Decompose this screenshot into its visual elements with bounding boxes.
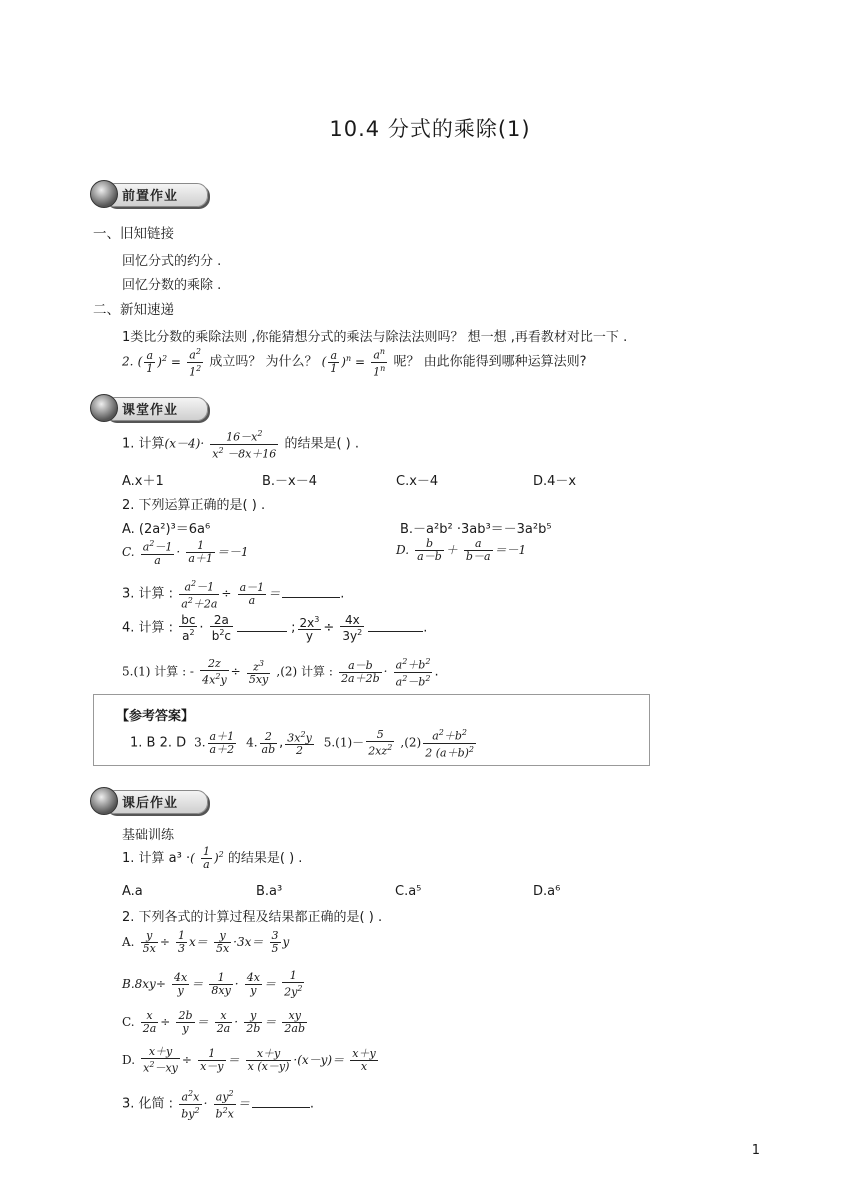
option: D.4－x (533, 474, 577, 489)
section-heading: 二、新知速递 (93, 302, 174, 318)
text-line: 1类比分数的乘除法则 ,你能猜想分式的乘法与除法法则吗？ 想一想 ,再看教材对比一下 . (122, 330, 628, 345)
section-banner-after (90, 787, 208, 815)
section-banner-pre (90, 180, 208, 208)
page-title: 10.4 分式的乘除(1) (329, 117, 531, 141)
option: A.a (122, 884, 143, 899)
option: B.a³ (256, 884, 283, 899)
option: C.x－4 (396, 474, 439, 489)
question-1: 1. 计算(x－4)· $\frac{16-x^2}{x^2 -8x+16}$ 的结果是( ) . (122, 429, 359, 461)
option: C. $\frac{a^2-1}{a}$ · $\frac{1}{a+1}$ ＝－1 (122, 538, 249, 567)
question-2: 2. 下列运算正确的是( ) . (122, 498, 266, 513)
answer-line: 1. B 2. D 3. $\frac{a+1}{a+2}$ 4. $\frac{2}{ab}$ , $\frac{3x^2y}{2}$ 5.(1)－ $\frac{5}{2xz^2}$ ,(2) $\frac{a^2+b^2}{2 (a+b)^2}$ (130, 727, 475, 760)
answer-title: 【参考答案】 (116, 709, 195, 724)
option: D. $\frac{b}{a-b}$ ＋ $\frac{a}{b-a}$ ＝－1 (396, 537, 527, 563)
answer-box (93, 694, 650, 766)
question-3: 3. 化简 : $\frac{a^2x}{by^2}$ · $\frac{ay^2}{b^2x}$ ＝ . (122, 1089, 315, 1121)
banner-icon (90, 394, 118, 422)
banner-label: 前置作业 (122, 189, 179, 204)
section-heading: 基础训练 (122, 828, 175, 843)
question-5: 5.(1) 计算 : - $\frac{2z}{4x^2y}$ ÷ $\frac{z^3}{5xy}$ ,(2) 计算 : $\frac{a-b}{2a+2b}$ · $\frac{a^2+b^2}{a^2-b^2}$ . (122, 656, 439, 689)
question-2: 2. 下列各式的计算过程及结果都正确的是( ) . (122, 910, 383, 925)
section-heading: 一、旧知链接 (93, 226, 174, 242)
option: C. $\frac{x}{2a}$ ÷ $\frac{2b}{y}$ ＝ $\frac{x}{2a}$ · $\frac{y}{2b}$ ＝ $\frac{xy}{2ab}$ (122, 1009, 306, 1035)
option: A.x＋1 (122, 474, 164, 489)
text-line: 回忆分数的乘除 . (122, 278, 222, 293)
option: C.a⁵ (395, 884, 422, 899)
banner-label: 课后作业 (122, 796, 179, 811)
option: B.－x－4 (262, 474, 318, 489)
option: A. (2a²)³＝6a⁶ (122, 522, 211, 537)
question-4: 4. 计算 : $\frac{bc}{a^2}$ · $\frac{2a}{b^2c}$ ; $\frac{2x^3}{y}$ ÷ $\frac{4x}{3y^2}$ . (122, 613, 428, 643)
text-line: 回忆分式的约分 . (122, 254, 222, 269)
banner-icon (90, 180, 118, 208)
option: D.a⁶ (533, 884, 561, 899)
q-number: 2. (122, 354, 134, 369)
option: D. $\frac{x+y}{x^2-xy}$ ÷ $\frac{1}{x-y}$ ＝ $\frac{x+y}{x (x-y)}$ ·(x－y)＝ $\frac{x+y}{x}$ (122, 1045, 376, 1075)
q-text: 成立吗？ 为什么？ (209, 354, 318, 370)
page-number: 1 (751, 1143, 760, 1158)
banner-icon (90, 787, 118, 815)
option: A. $\frac{y}{5x}$ ÷ $\frac{1}{3}$ x＝ $\frac{y}{5x}$ ·3x＝ $\frac{3}{5}$ y (122, 929, 290, 955)
question-1: 1. 计算 a³ ·( $\frac{1}{a}$ )$^2$ 的结果是( ) . (122, 845, 303, 871)
section-banner-class (90, 394, 208, 422)
option: B.－a²b² ·3ab³＝－3a²b⁵ (400, 522, 552, 537)
banner-label: 课堂作业 (122, 403, 179, 418)
option: B.8xy÷ $\frac{4x}{y}$ ＝ $\frac{1}{8xy}$ · $\frac{4x}{y}$ ＝ $\frac{1}{2y^2}$ (122, 969, 303, 999)
question-line: 2. ( $\frac{a}{1}$ )$^2$ = $\frac{a^2}{1^2}$ 成立吗？ 为什么？ ( $\frac{a}{1}$ )$^n$ = $\frac{a^n}{1^n}$ 呢？ 由此你能得到哪种运算法则? (122, 347, 587, 379)
question-3: 3. 计算 : $\frac{a^2-1}{a^2+2a}$ ÷ $\frac{a-1}{a}$ ＝ . (122, 579, 345, 611)
q-text: 呢？ 由此你能得到哪种运算法则? (393, 354, 587, 370)
